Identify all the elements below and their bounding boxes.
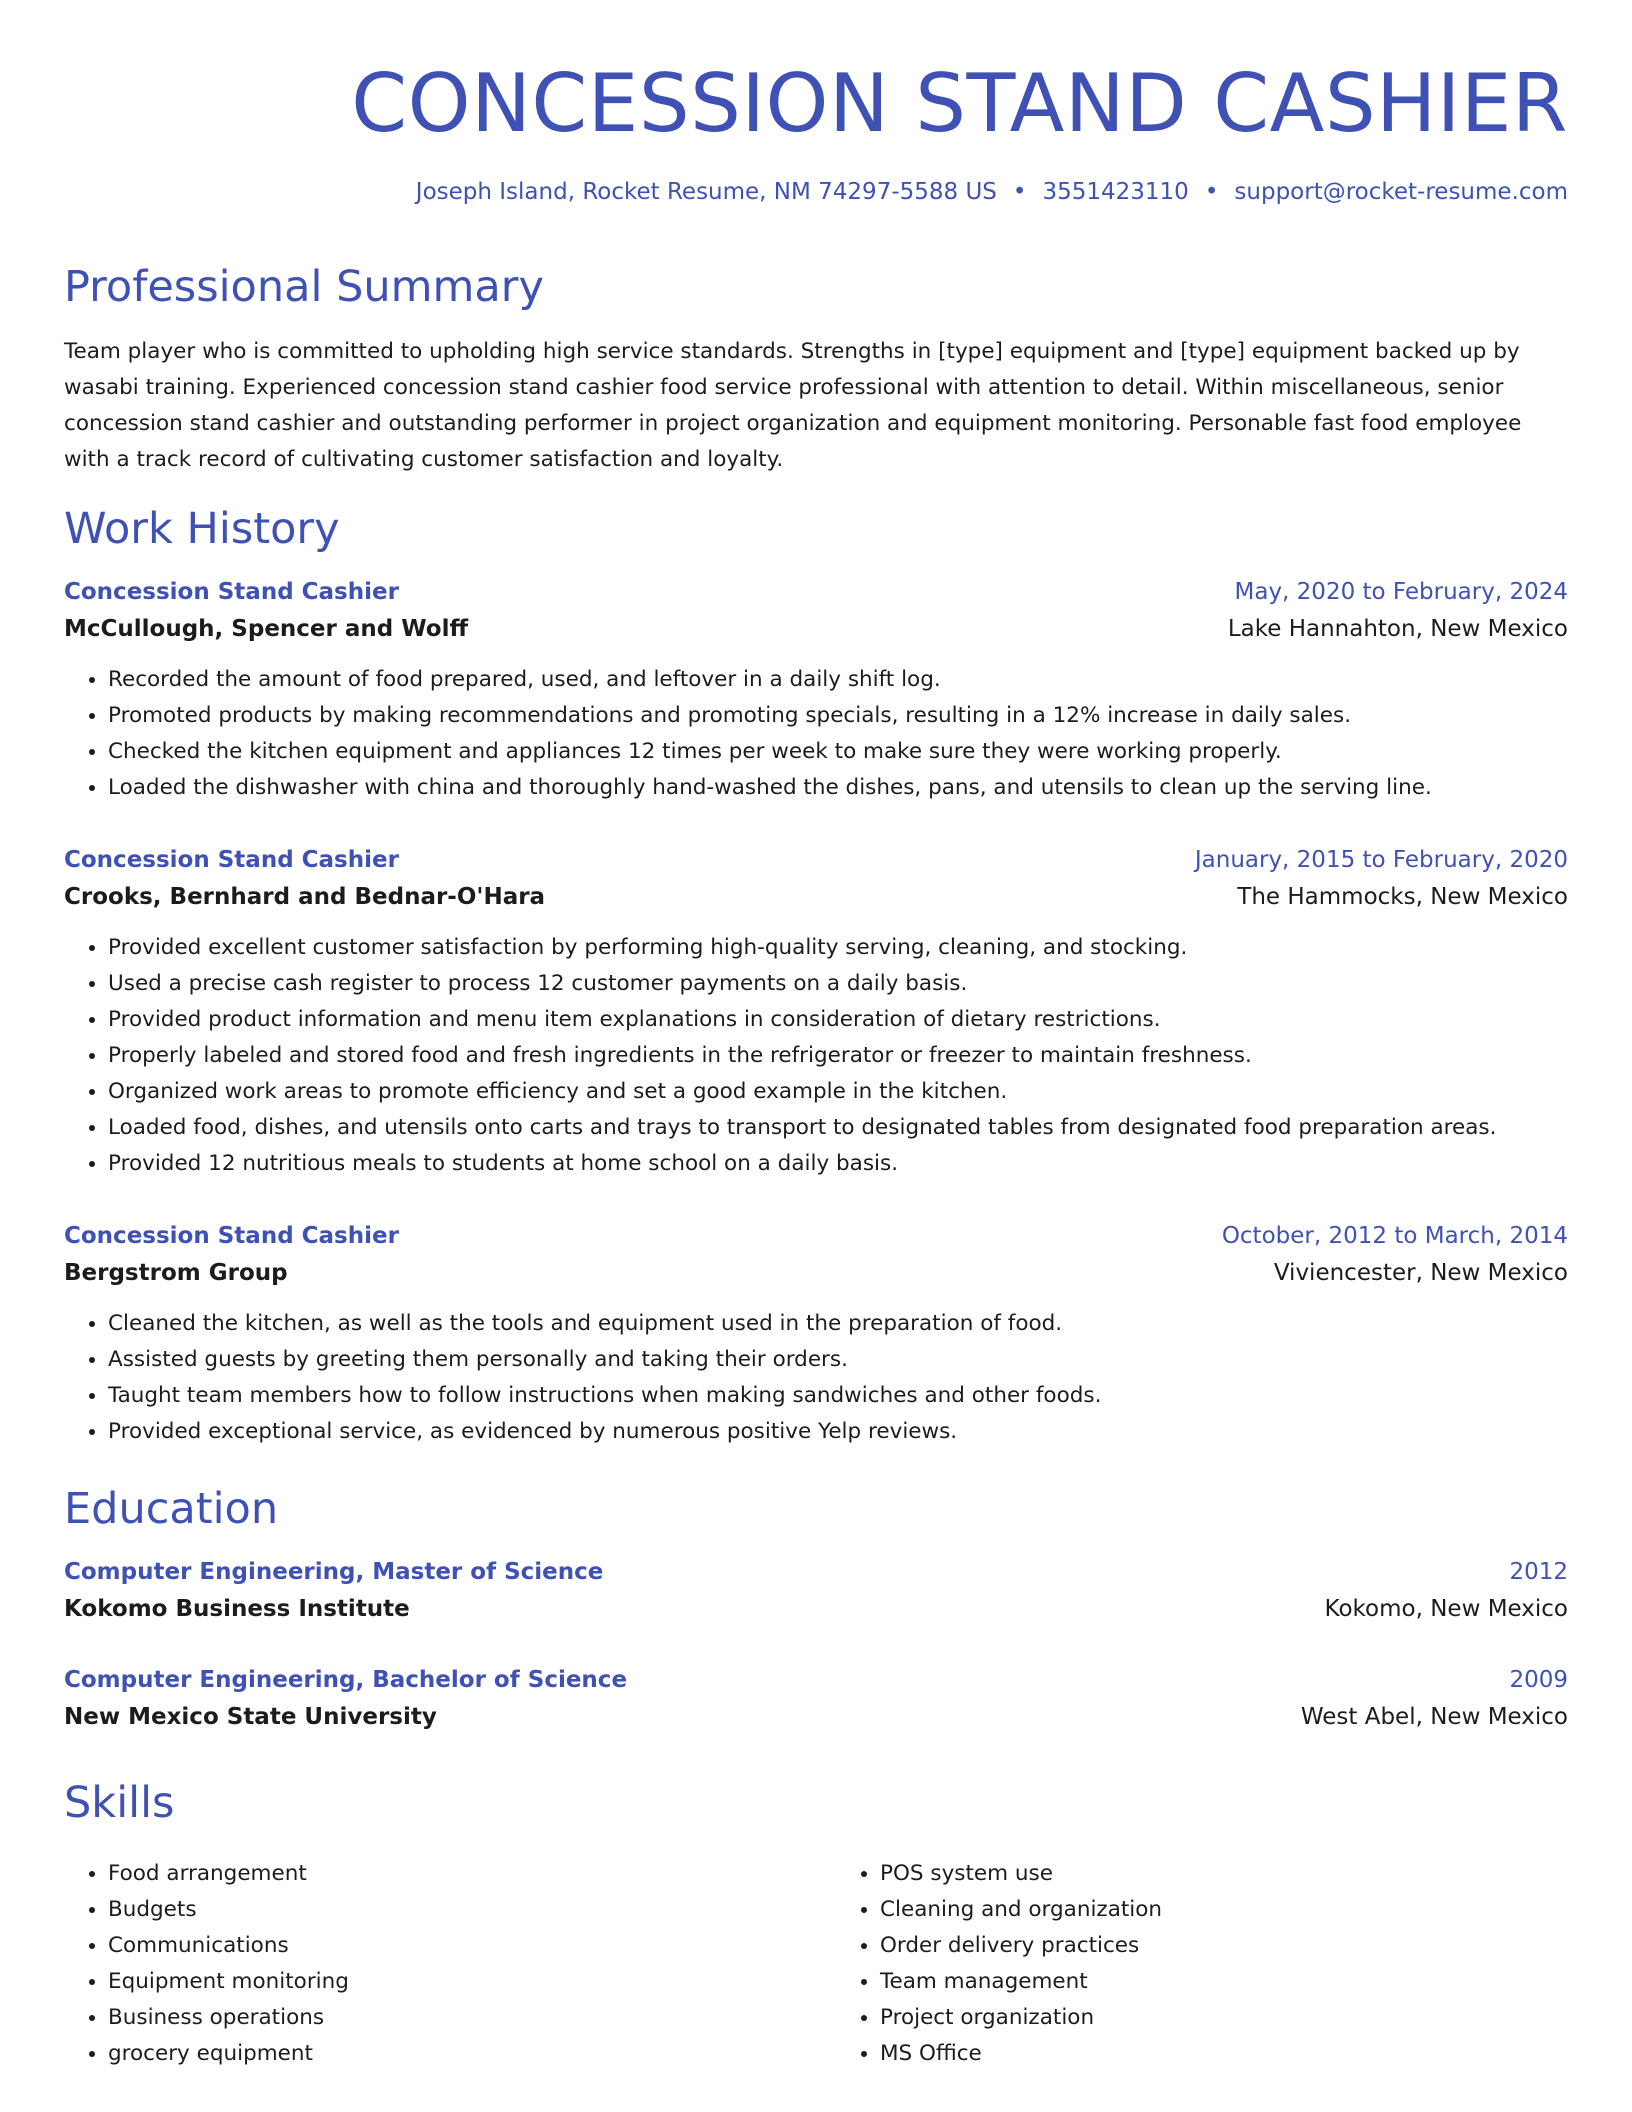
job-duties-list bbox=[64, 1306, 1568, 1450]
list-item: • grocery equipment bbox=[108, 2036, 796, 2072]
job-entry bbox=[64, 842, 1568, 1182]
list-item: • Used a precise cash register to process 12 customer payments on a daily basis. bbox=[108, 966, 1568, 1002]
list-item: • Recorded the amount of food prepared, used, and leftover in a daily shift log. bbox=[108, 662, 1568, 698]
resume-title: CONCESSION STAND CASHIER bbox=[351, 57, 1568, 150]
job-location: The Hammocks, New Mexico bbox=[1237, 884, 1568, 910]
list-item: • Cleaned the kitchen, as well as the tools and equipment used in the preparation of food. bbox=[108, 1306, 1568, 1342]
job-entry bbox=[64, 574, 1568, 806]
skills-list-right bbox=[836, 1856, 1568, 2072]
education-year: 2009 bbox=[1509, 1667, 1568, 1693]
section-heading-skills: Skills bbox=[64, 1778, 175, 1828]
job-employer: McCullough, Spencer and Wolff bbox=[64, 616, 469, 642]
list-item: • Promoted products by making recommendations and promoting specials, resulting in a 12% increase in daily sales. bbox=[108, 698, 1568, 734]
list-item: • Provided 12 nutritious meals to students at home school on a daily basis. bbox=[108, 1146, 1568, 1182]
job-dates: January, 2015 to February, 2020 bbox=[1194, 847, 1568, 873]
contact-email[interactable]: support@rocket-resume.com bbox=[1234, 179, 1568, 205]
job-location: Viviencester, New Mexico bbox=[1273, 1260, 1568, 1286]
list-item: • Checked the kitchen equipment and appliances 12 times per week to make sure they were working properly. bbox=[108, 734, 1568, 770]
education-entry bbox=[64, 1662, 1568, 1736]
job-employer: Crooks, Bernhard and Bednar-O'Hara bbox=[64, 884, 546, 910]
list-item: • Project organization bbox=[880, 2000, 1568, 2036]
education-school: New Mexico State University bbox=[64, 1704, 437, 1730]
job-duties-list bbox=[64, 662, 1568, 806]
job-employer: Bergstrom Group bbox=[64, 1260, 288, 1286]
list-item: • Provided product information and menu item explanations in consideration of dietary restrictions. bbox=[108, 1002, 1568, 1038]
resume-page bbox=[64, 0, 1568, 2066]
list-item: • Equipment monitoring bbox=[108, 1964, 796, 2000]
contact-address: Joseph Island, Rocket Resume, NM 74297-5588 US bbox=[415, 179, 997, 205]
list-item: • Business operations bbox=[108, 2000, 796, 2036]
job-dates: May, 2020 to February, 2024 bbox=[1234, 579, 1568, 605]
education-location: West Abel, New Mexico bbox=[1300, 1704, 1568, 1730]
list-item: • Loaded food, dishes, and utensils onto carts and trays to transport to designated tables from designated food preparation areas. bbox=[108, 1110, 1568, 1146]
job-entry bbox=[64, 1218, 1568, 1450]
contact-phone[interactable]: 3551423110 bbox=[1042, 179, 1189, 205]
list-item: • Assisted guests by greeting them personally and taking their orders. bbox=[108, 1342, 1568, 1378]
list-item: • Taught team members how to follow instructions when making sandwiches and other foods. bbox=[108, 1378, 1568, 1414]
job-location: Lake Hannahton, New Mexico bbox=[1227, 616, 1568, 642]
list-item: • Provided excellent customer satisfaction by performing high-quality serving, cleaning, and stocking. bbox=[108, 930, 1568, 966]
education-year: 2012 bbox=[1509, 1559, 1568, 1585]
list-item: • Cleaning and organization bbox=[880, 1892, 1568, 1928]
list-item: • Team management bbox=[880, 1964, 1568, 2000]
list-item: • Communications bbox=[108, 1928, 796, 1964]
education-school: Kokomo Business Institute bbox=[64, 1596, 410, 1622]
contact-separator: • bbox=[1204, 179, 1219, 205]
list-item: • Order delivery practices bbox=[880, 1928, 1568, 1964]
job-title: Concession Stand Cashier bbox=[64, 1223, 399, 1249]
skills-list-left bbox=[64, 1856, 796, 2072]
contact-line bbox=[416, 178, 1568, 206]
section-heading-summary: Professional Summary bbox=[64, 262, 544, 312]
job-title: Concession Stand Cashier bbox=[64, 847, 399, 873]
list-item: • Food arrangement bbox=[108, 1856, 796, 1892]
list-item: • POS system use bbox=[880, 1856, 1568, 1892]
education-degree: Computer Engineering, Master of Science bbox=[64, 1559, 604, 1585]
education-degree: Computer Engineering, Bachelor of Science bbox=[64, 1667, 628, 1693]
summary-text: Team player who is committed to upholding high service standards. Strengths in [type] equipment and [type] equipment backed up by wasabi training. Experienced concession stand cashier food service professional with attention to detail. Within miscellaneous, senior concession stand cashier and outstanding performer in project organization and equipment monitoring. Personable fast food employee with a track record of cultivating customer satisfaction and loyalty. bbox=[64, 339, 1522, 472]
job-duties-list bbox=[64, 930, 1568, 1182]
job-dates: October, 2012 to March, 2014 bbox=[1221, 1223, 1568, 1249]
section-heading-education: Education bbox=[64, 1484, 279, 1534]
list-item: • Properly labeled and stored food and fresh ingredients in the refrigerator or freezer to maintain freshness. bbox=[108, 1038, 1568, 1074]
list-item: • Provided exceptional service, as evidenced by numerous positive Yelp reviews. bbox=[108, 1414, 1568, 1450]
education-entry bbox=[64, 1554, 1568, 1628]
job-title: Concession Stand Cashier bbox=[64, 579, 399, 605]
list-item: • MS Office bbox=[880, 2036, 1568, 2072]
section-heading-work-history: Work History bbox=[64, 504, 340, 554]
contact-separator: • bbox=[1012, 179, 1027, 205]
list-item: • Loaded the dishwasher with china and thoroughly hand-washed the dishes, pans, and utensils to clean up the serving line. bbox=[108, 770, 1568, 806]
list-item: • Organized work areas to promote efficiency and set a good example in the kitchen. bbox=[108, 1074, 1568, 1110]
skills-columns bbox=[64, 1856, 1568, 2072]
list-item: • Budgets bbox=[108, 1892, 796, 1928]
education-location: Kokomo, New Mexico bbox=[1324, 1596, 1568, 1622]
